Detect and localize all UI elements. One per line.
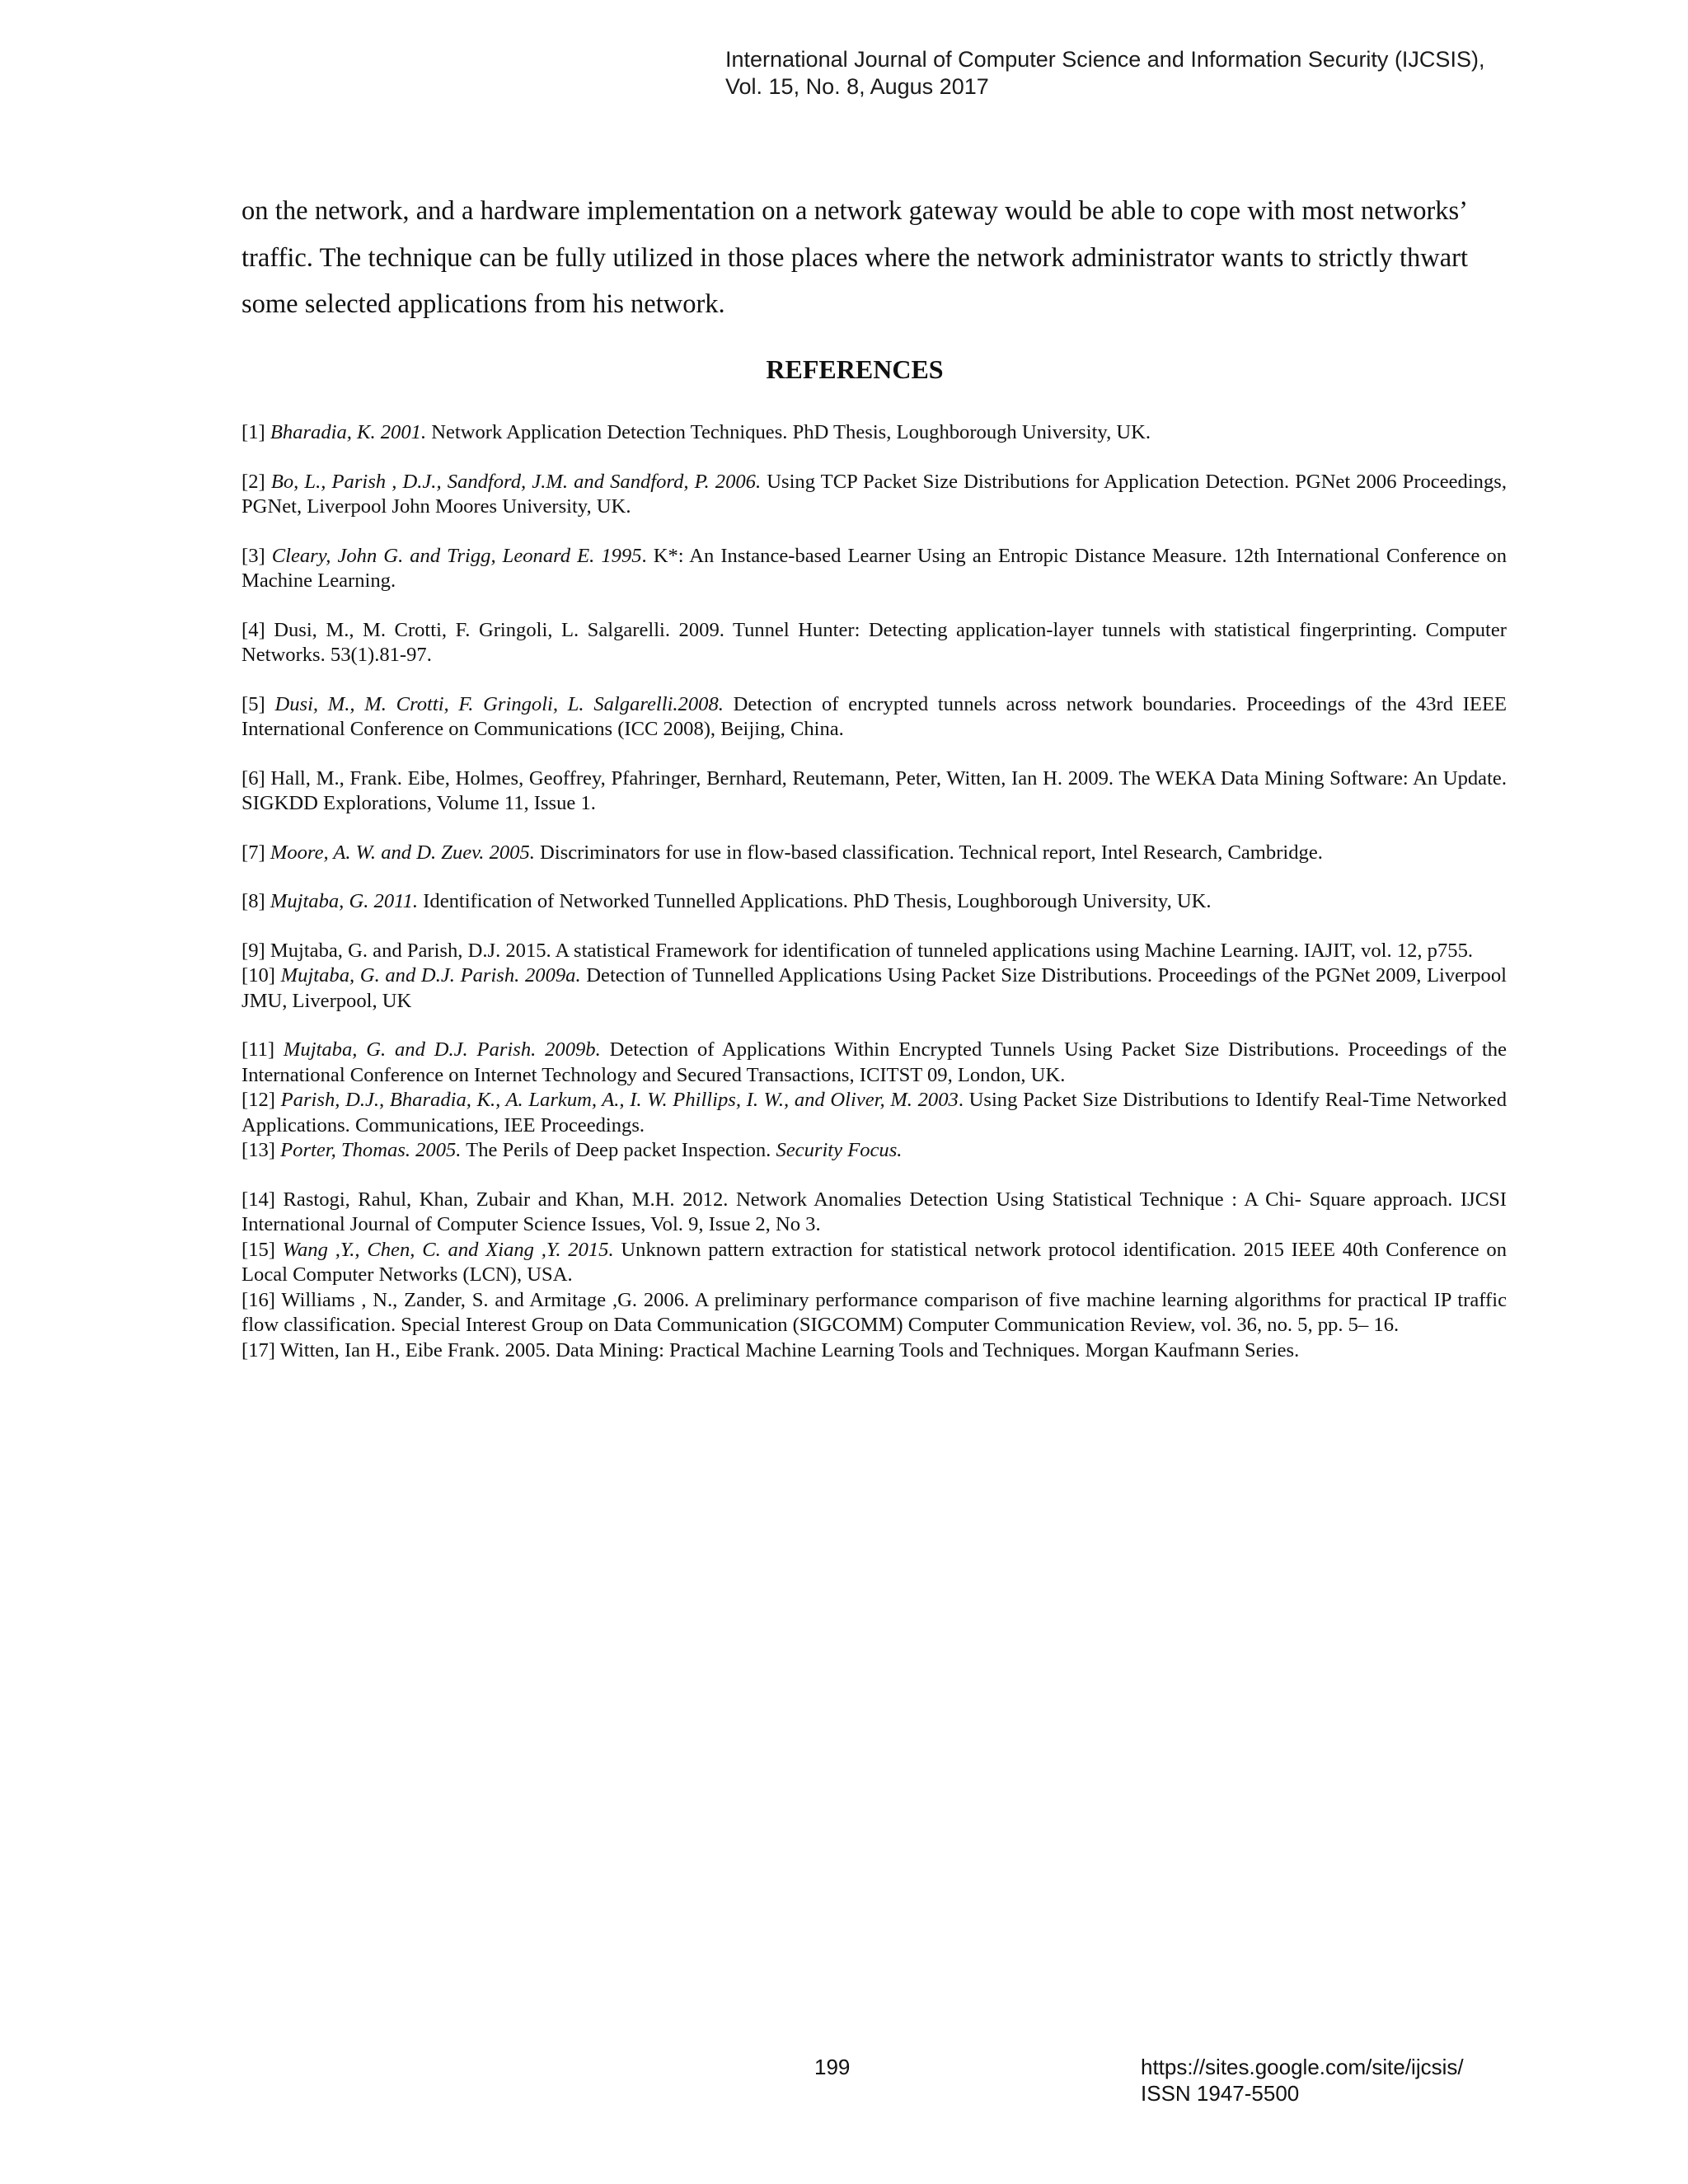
reference-number: [1] (241, 421, 265, 443)
reference-authors: Wang ,Y., Chen, C. and Xiang ,Y. 2015. (282, 1238, 614, 1261)
reference-text: Using TCP Packet Size Distributions for Application Detection. PGNet 2006 Proceedings, PGNet, Liverpool John Moores University, UK. (241, 470, 1507, 518)
reference-text: Witten, Ian H., Eibe Frank. 2005. Data Mining: Practical Machine Learning Tools and Techniques. Morgan Kaufmann Series. (279, 1338, 1300, 1361)
reference-number: [13] (241, 1139, 275, 1161)
reference-item (241, 1138, 1507, 1164)
reference-text: Detection of encrypted tunnels across network boundaries. Proceedings of the 43rd IEEE International Conference on Communications (ICC 2008), Beijing, China. (241, 692, 1507, 740)
journal-title: International Journal of Computer Science and Information Security (IJCSIS), (725, 47, 1485, 72)
reference-item (241, 470, 1507, 520)
footer-issn: ISSN 1947-5500 (1141, 2081, 1300, 2106)
reference-number: [7] (241, 841, 265, 864)
references-list (241, 420, 1507, 1363)
reference-item (241, 939, 1507, 964)
reference-text: Williams , N., Zander, S. and Armitage ,G. 2006. A preliminary performance comparison of five machine learning algorithms for practical IP traffic flow classification. Special Interest Group on Data Communication (SIGCOMM) Computer Communication Review, vol. 36, no. 5, pp. 5– 16. (241, 1288, 1507, 1336)
reference-authors: Dusi, M., M. Crotti, F. Gringoli, L. Salgarelli.2008. (274, 692, 724, 715)
reference-text: Unknown pattern extraction for statistical network protocol identification. 2015 IEEE 40th Conference on Local Computer Networks (LCN), USA. (241, 1238, 1507, 1286)
reference-text: Detection of Tunnelled Applications Using Packet Size Distributions. Proceedings of the PGNet 2009, Liverpool JMU, Liverpool, UK (241, 964, 1507, 1012)
reference-item (241, 692, 1507, 743)
reference-authors: Cleary, John G. and Trigg, Leonard E. 1995 (271, 544, 642, 567)
reference-number: [2] (241, 470, 265, 493)
reference-text: Dusi, M., M. Crotti, F. Gringoli, L. Salgarelli. 2009. Tunnel Hunter: Detecting application-layer tunnels with statistical fingerprinting. Computer Networks. 53(1).81-97. (241, 618, 1507, 666)
reference-authors: Mujtaba, G. 2011. (270, 890, 419, 912)
reference-number: [3] (241, 544, 265, 567)
reference-authors: Bharadia, K. 2001. (270, 421, 427, 443)
reference-item (241, 420, 1507, 446)
reference-text: Discriminators for use in flow-based classification. Technical report, Intel Research, Cambridge. (534, 841, 1323, 864)
footer-info (1141, 2054, 1464, 2107)
reference-text: Rastogi, Rahul, Khan, Zubair and Khan, M.H. 2012. Network Anomalies Detection Using Statistical Technique : A Chi- Square approach. IJCSI International Journal of Computer Science Issues, Vol. 9, Issue 2, No 3. (241, 1188, 1507, 1235)
reference-publication: Security Focus. (776, 1139, 903, 1161)
journal-volume: Vol. 15, No. 8, Augus 2017 (725, 74, 989, 99)
reference-number: [5] (241, 692, 265, 715)
reference-authors: Mujtaba, G. and D.J. Parish. 2009b. (283, 1038, 601, 1061)
reference-item (241, 1338, 1507, 1364)
reference-number: [4] (241, 618, 265, 641)
reference-number: [8] (241, 890, 265, 912)
reference-item (241, 1288, 1507, 1338)
reference-item (241, 889, 1507, 915)
reference-authors: Parish, D.J., Bharadia, K., A. Larkum, A., I. W. Phillips, I. W., and Oliver, M. 2003 (280, 1089, 959, 1111)
reference-authors: Porter, Thomas. 2005. (280, 1139, 462, 1161)
reference-text: Identification of Networked Tunnelled Applications. PhD Thesis, Loughborough University, UK. (418, 890, 1212, 912)
reference-text: Detection of Applications Within Encrypted Tunnels Using Packet Size Distributions. Proceedings of the International Conference on Internet Technology and Secured Transactions, ICITST 09, London, UK. (241, 1038, 1507, 1086)
reference-number: [11] (241, 1038, 275, 1061)
reference-authors: Mujtaba, G. and D.J. Parish. 2009a. (280, 964, 581, 987)
reference-item (241, 766, 1507, 817)
reference-item (241, 1038, 1507, 1088)
reference-text: . K*: An Instance-based Learner Using an Entropic Distance Measure. 12th International Conference on Machine Learning. (241, 544, 1507, 592)
reference-text: The Perils of Deep packet Inspection. (461, 1139, 776, 1161)
reference-item (241, 1188, 1507, 1238)
reference-item (241, 544, 1507, 594)
reference-number: [16] (241, 1288, 275, 1311)
reference-number: [14] (241, 1188, 275, 1211)
reference-number: [6] (241, 766, 265, 790)
reference-number: [10] (241, 964, 275, 987)
reference-authors: Bo, L., Parish , D.J., Sandford, J.M. and Sandford, P. 2006. (270, 470, 762, 493)
reference-text: . Using Packet Size Distributions to Identify Real-Time Networked Applications. Communications, IEE Proceedings. (241, 1089, 1507, 1137)
reference-text: Hall, M., Frank. Eibe, Holmes, Geoffrey, Pfahringer, Bernhard, Reutemann, Peter, Witten, Ian H. 2009. The WEKA Data Mining Software: An Update. SIGKDD Explorations, Volume 11, Issue 1. (241, 766, 1507, 814)
reference-number: [12] (241, 1089, 275, 1111)
reference-number: [17] (241, 1338, 275, 1361)
reference-number: [15] (241, 1238, 275, 1261)
reference-item (241, 1238, 1507, 1288)
journal-header (725, 46, 1550, 101)
footer-url: https://sites.google.com/site/ijcsis/ (1141, 2055, 1464, 2079)
page-number: 199 (814, 2055, 851, 2079)
reference-item (241, 963, 1507, 1014)
reference-text: Network Application Detection Techniques. PhD Thesis, Loughborough University, UK. (426, 421, 1151, 443)
reference-item (241, 618, 1507, 668)
reference-item (241, 841, 1507, 866)
reference-item (241, 1088, 1507, 1138)
references-heading: REFERENCES (766, 354, 944, 384)
reference-text: Mujtaba, G. and Parish, D.J. 2015. A statistical Framework for identification of tunneled applications using Machine Learning. IAJIT, vol. 12, p755. (270, 939, 1474, 962)
reference-authors: Moore, A. W. and D. Zuev. 2005. (270, 841, 535, 864)
conclusion-paragraph: on the network, and a hardware implementation on a network gateway would be able to cope with most networks’ traffic. The technique can be fully utilized in those places where the network administrator wants to strictly thwart some selected applications from his network. (241, 196, 1468, 319)
reference-number: [9] (241, 939, 265, 962)
